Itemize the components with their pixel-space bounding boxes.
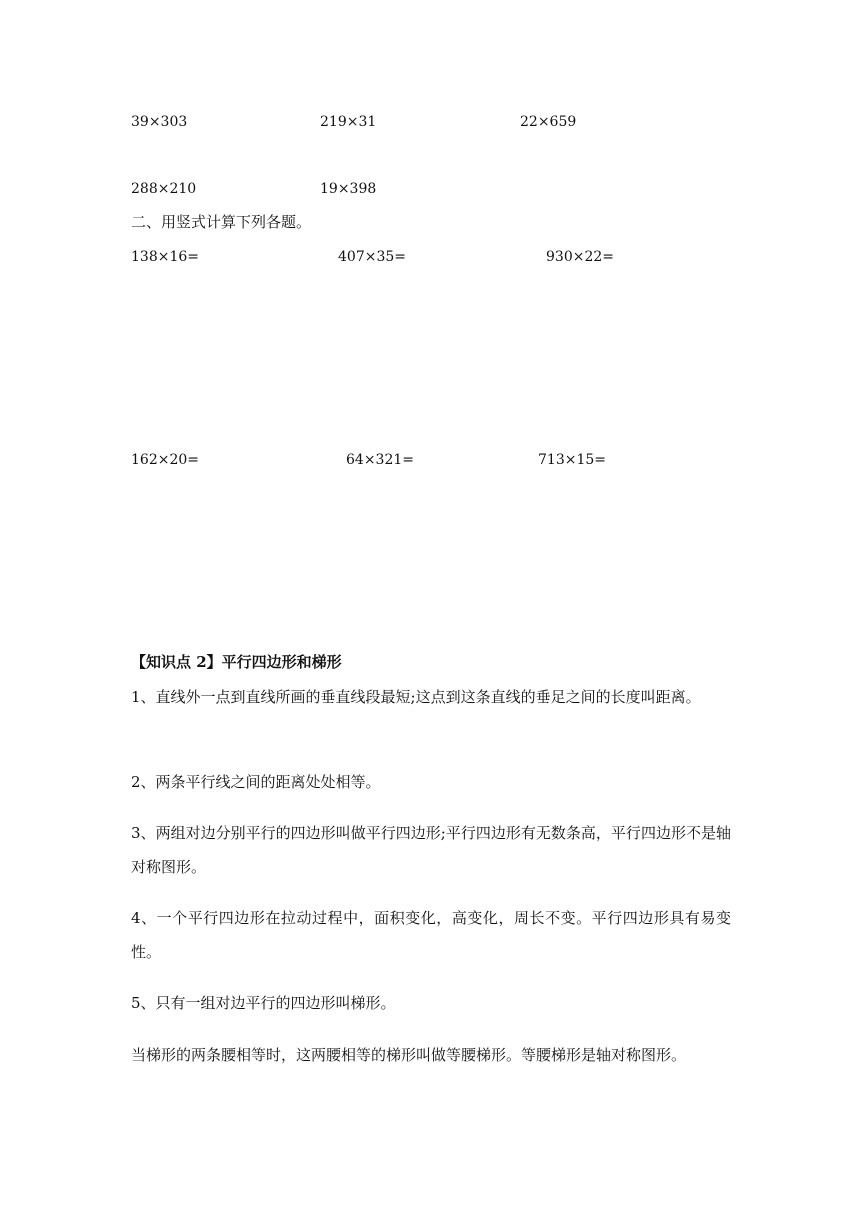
problem-39x303: 39×303 <box>131 114 188 130</box>
knowledge-point-4: 4、一个平行四边形在拉动过程中，面积变化，高变化，周长不变。平行四边形具有易变性。 <box>131 909 731 961</box>
vertical-problem-407x35: 407×35= <box>338 249 406 265</box>
problem-288x210: 288×210 <box>131 181 197 197</box>
knowledge-point-3: 3、两组对边分别平行的四边形叫做平行四边形;平行四边形有无数条高，平行四边形不是轴对称图形。 <box>131 824 731 876</box>
vertical-problem-138x16: 138×16= <box>131 249 199 265</box>
vertical-problem-930x22: 930×22= <box>546 249 614 265</box>
knowledge-point-2: 2、两条平行线之间的距离处处相等。 <box>131 773 381 791</box>
knowledge-point-1: 1、直线外一点到直线所画的垂直线段最短;这点到这条直线的垂足之间的长度叫距离。 <box>131 688 701 706</box>
vertical-problem-64x321: 64×321= <box>346 452 414 468</box>
knowledge-point-isosceles: 当梯形的两条腰相等时，这两腰相等的梯形叫做等腰梯形。等腰梯形是轴对称图形。 <box>131 1046 687 1064</box>
problem-219x31: 219×31 <box>320 114 377 130</box>
problem-22x659: 22×659 <box>520 114 577 130</box>
section2-title: 二、用竖式计算下列各题。 <box>131 213 312 231</box>
problem-19x398: 19×398 <box>320 181 377 197</box>
knowledge-heading: 【知识点 2】平行四边形和梯形 <box>131 653 342 671</box>
knowledge-point-5: 5、只有一组对边平行的四边形叫梯形。 <box>131 994 396 1012</box>
vertical-problem-713x15: 713×15= <box>538 452 606 468</box>
vertical-problem-162x20: 162×20= <box>131 452 199 468</box>
